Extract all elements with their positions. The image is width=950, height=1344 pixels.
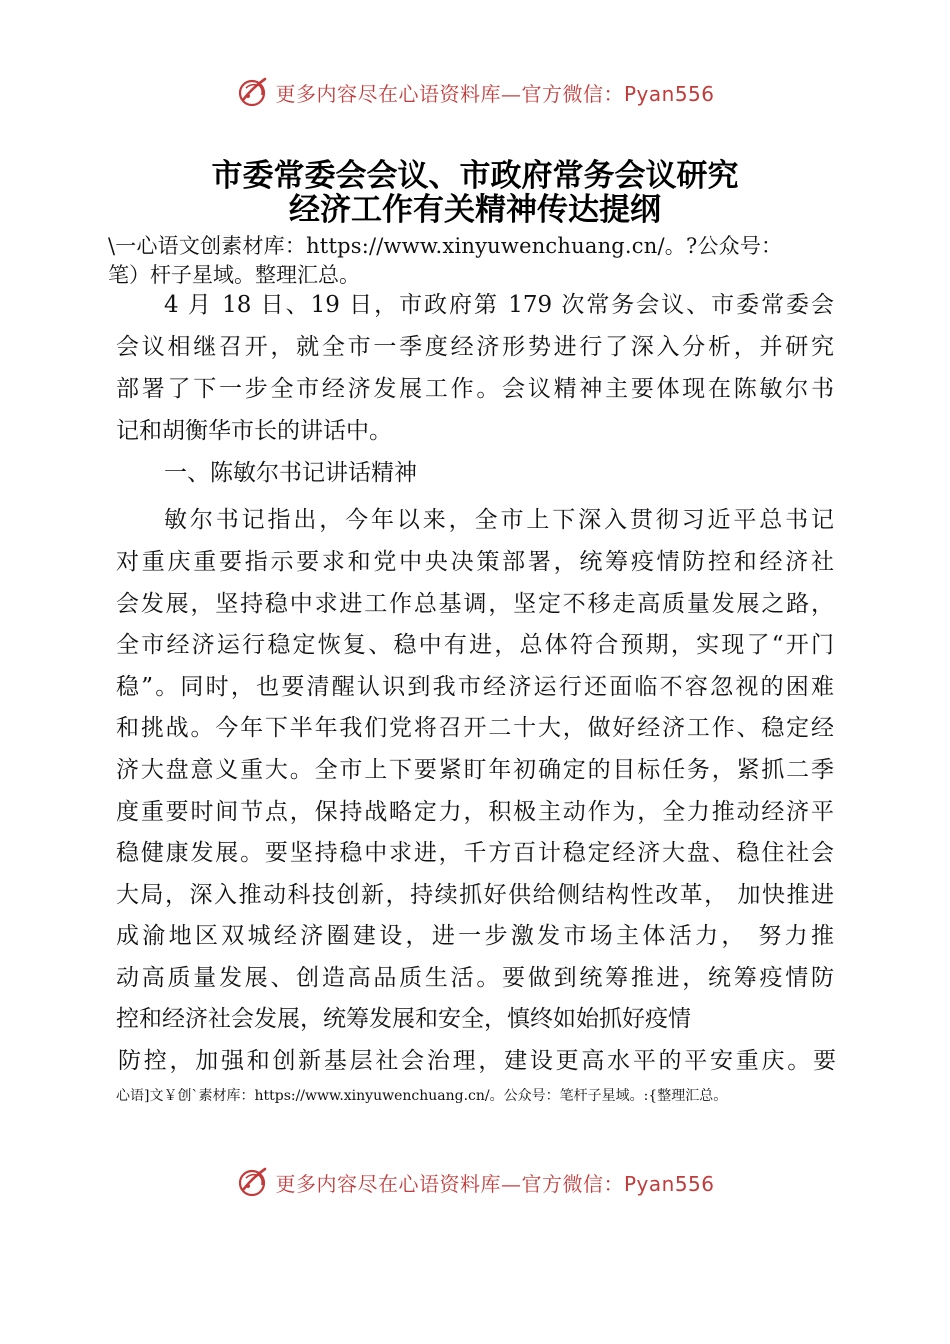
footer-source-note: 心语]文￥创`素材库：https://www.xinyuwenchuang.cn/。公众号：笔杆子星域。:{整理汇总。 [116,1088,728,1104]
intro-line: 4 月 18 日、19 日，市政府第 179 次常务会议、市委常委会 [164,292,834,318]
body-line: 敏尔书记指出，今年以来，全市上下深入贯彻习近平总书记 [164,507,834,533]
body-line: 会发展，坚持稳中求进工作总基调，坚定不移走高质量发展之路， [116,591,834,617]
body-line: 动高质量发展、创造高品质生活。要做到统筹推进，统筹疫情防 [116,965,834,991]
body-line: 稳”。同时，也要清醒认识到我市经济运行还面临不容忽视的困难 [116,674,834,700]
body-line: 稳健康发展。要坚持稳中求进，千方百计稳定经济大盘、稳住社会 [116,840,834,866]
body-line: 和挑战。今年下半年我们党将召开二十大，做好经济工作、稳定经 [116,715,834,741]
feather-swirl-logo [235,1164,271,1200]
banner-text: 更多内容尽在心语资料库—官方微信：Pyan556 [275,81,715,106]
header-banner [0,72,950,112]
body-line: 大局，深入推动科技创新，持续抓好供给侧结构性改革， 加快推进 [116,882,834,908]
footer-banner [0,1162,950,1202]
intro-line: 记和胡衡华市长的讲话中。 [116,418,392,444]
source-line-1: \一心语文创素材库：https://www.xinyuwenchuang.cn/。?公众号： [108,234,783,258]
intro-line: 部署了下一步全市经济发展工作。会议精神主要体现在陈敏尔书 [116,376,834,402]
banner-text: 更多内容尽在心语资料库—官方微信：Pyan556 [275,1171,715,1196]
body-line: 对重庆重要指示要求和党中央决策部署，统筹疫情防控和经济社 [116,549,834,575]
body-line: 成渝地区双城经济圈建设，进一步激发市场主体活力， 努力推 [116,923,834,949]
intro-line: 会议相继召开，就全市一季度经济形势进行了深入分析，并研究 [116,334,834,360]
body-line: 度重要时间节点，保持战略定力，积极主动作为，全力推动经济平 [116,799,834,825]
section-heading: 一、陈敏尔书记讲话精神 [164,460,417,486]
body-line: 控和经济社会发展，统筹发展和安全，慎终如始抓好疫情 [116,1006,691,1032]
source-line-2: 笔）杆子星域。整理汇总。 [108,263,360,287]
feather-swirl-logo [235,74,271,110]
document-title-line-2: 经济工作有关精神传达提纲 [289,192,661,228]
body-line: 防控，加强和创新基层社会治理，建设更高水平的平安重庆。要 [118,1048,836,1074]
body-line: 全市经济运行稳定恢复、稳中有进，总体符合预期，实现了“开门 [116,632,834,658]
body-line: 济大盘意义重大。全市上下要紧盯年初确定的目标任务，紧抓二季 [116,757,834,783]
document-title-line-1: 市委常委会会议、市政府常务会议研究 [211,158,739,194]
